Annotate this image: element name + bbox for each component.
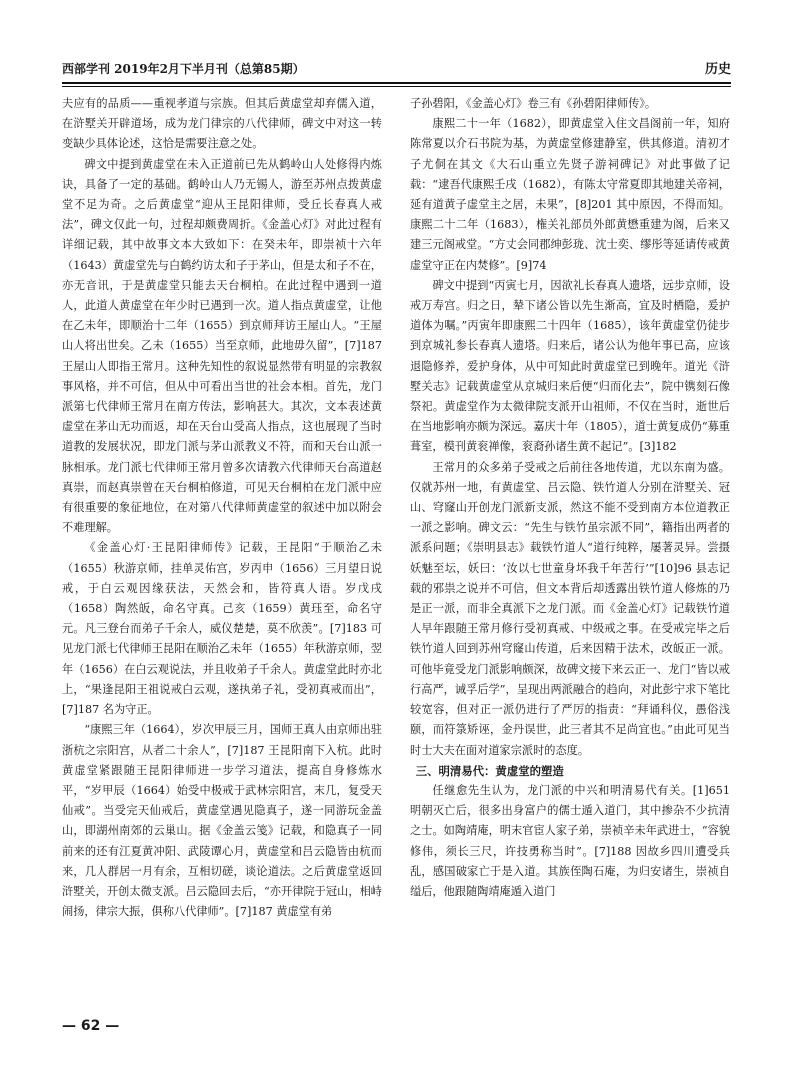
header-rule-thick <box>62 82 731 84</box>
paragraph: 王常月的众多弟子受戒之后前往各地传道，尤以东南为盛。仅就苏州一地，有黄虚堂、吕云隐、铁竹道人分别在浒墅关、冠山、穹窿山开创龙门派新支派，然这不能不受到南方本位道教正一派之影响。碑文云：“先生与铁竹虽宗派不同”，籍指出两者的派系问题；《崇明县志》载铁竹道人“道行纯粹，屡著灵异。尝摄妖魅至坛，妖曰：‘汝以七世童身坏我千年苦行’”[10]96 县志记载的邪祟之说并不可信，但文本背后却透露出铁竹道人修炼的乃是正一派，而非全真派下之龙门派。而《金盖心灯》记载铁竹道人早年跟随王常月修行受初真戒、中级戒之事。在受戒完毕之后铁竹道人回到苏州穹窿山传道，后来因精于法术，改皈正一派。可他毕竟受龙门派影响颇深，故碑文接下来云正一、龙门“皆以戒行高严，诫孚后学”，呈现出两派融合的趋向，对此彭宁求下笔比较宽容，但对正一派仍进行了严厉的指责：“拜诵科仪，愚俗浅颐，而符箓矫诬，金丹误世，此三者其不足尚宜也。”由此可见当时士大夫在面对道家宗派时的态度。 <box>410 460 730 757</box>
page-header <box>62 58 731 80</box>
right-column <box>410 94 730 902</box>
header-rule-thin <box>62 86 731 87</box>
paragraph: 任继愈先生认为，龙门派的中兴和明清易代有关。[1]651 明朝灭亡后，很多出身富户的儒士遁入道门，其中掺杂不少抗清之士。如陶靖庵，明末官宦人家子弟，崇祯辛未年武进士，“容貌修伟，须长三尺，许技勇称当时”。[7]188 因故乡四川遭受兵乱，感国破家亡于是入道。其族侄陶石庵，为归安诸生，崇祯自缢后，他跟随陶靖庵遁入道门 <box>410 783 730 898</box>
section-label: 历史 <box>704 62 731 77</box>
paragraph: 康熙二十一年（1682），即黄虚堂入住文昌阁前一年，知府陈常夏以介石书院为基，为黄虚堂修建静室，供其修道。清初才子尤侗在其文《大石山重立先贤子游祠碑记》对此事做了记载：“逮吾代康熙壬戌（1682），有陈太守常夏即其地建关帝祠，延有道黄子虚堂主之居，未果”，[8]201 其中原因，不得而知。康熙二十二年（1683），権关礼部员外郎黄懋重建为阁，后来又建三元阁戒堂。“方丈会同郡绅彭珑、沈士奕、缪彤等延请传戒黄虚堂守正在内焚修”。[9]74 <box>410 117 730 272</box>
left-column <box>62 94 382 922</box>
paragraph: 碑文中提到“丙寅七月，因欲礼长春真人遗塔，远步京师，设戒万寿宫。归之日，辇下诸公皆以先生渐高，宜及时栖隐，爰护道体为嘱。”丙寅年即康熙二十四年（1685），该年黄虚堂仍徒步到京城礼参长春真人遗塔。归来后，诸公认为他年事已高，应该退隐修养，爱护身体，从中可知此时黄虚堂已到晚年。道光《浒墅关志》记载黄虚堂从京城归来后便“归而化去”，院中镌刻石像祭祀。黄虚堂作为太微律院支派开山祖师，不仅在当时，逝世后在当地影响亦颇为深远。嘉庆十年（1805），道士黄复成仍“募重葺室，模刊黄衮禅像，衮裔孙诸生黄不起记”。[3]182 <box>410 278 730 454</box>
paragraph: “康熙三年（1664），岁次甲辰三月，国师王真人由京师出驻浙杭之宗阳宫，从者二十余人”，[7]187 王昆阳南下入杭。此时黄虚堂紧跟随王昆阳律师进一步学习道法，提高自身修炼水平，“岁甲辰（1664）始受中极戒于武林宗阳宫，末几，复受天仙戒”。当受完天仙戒后，黄虚堂遇见隐真子，遂一同游玩金盖山，即湖州南郊的云巢山。据《金盖云笺》记载，和隐真子一同前来的还有江夏黄冲阳、武陵谭心月，黄虚堂和吕云隐皆由杭而来，几人群居一月有余，互相切磋，谈论道法。之后黄虚堂返回浒墅关，开创太微支派。吕云隐回去后，“亦开律院于冠山，相峙闹扬，律宗大振，俱称八代律师”。[7]187 黄虚堂有弟 <box>62 723 382 919</box>
paragraph: 子孙碧阳，《金盖心灯》卷三有《孙碧阳律师传》。 <box>410 97 657 110</box>
page-number: — 62 — <box>62 1018 120 1034</box>
journal-title: 西部学刊 2019年2月下半月刊（总第85期） <box>62 62 305 76</box>
paragraph: 夫应有的品质——重视孝道与宗族。但其后黄虚堂却弃儒入道，在浒墅关开辟道场，成为龙门律宗的八代律师，碑文中对这一转变缺少具体论述，这恰是需要注意之处。 <box>62 97 382 151</box>
paragraph: 碑文中提到黄虚堂在未入正道前已先从鹤岭山人处修得内炼诀，具备了一定的基础。鹤岭山人乃无锡人，游至苏州点拨黄虚堂不足为奇。之后黄虚堂“迎从王昆阳律师，受丘长春真人戒法”，碑文仅此一句，过程却颇费周折。《金盖心灯》对此过程有详细记载，其中故事文本大致如下：在癸未年，即崇祯十六年（1643）黄虚堂先与白鹤约访太和子于茅山，但是太和子不在，亦无音讯，于是黄虚堂只能去天台桐柏。在此过程中遇到一道人，此道人黄虚堂在年少时已遇到一次。道人指点黄虚堂，让他在乙未年，即顺治十二年（1655）到京师拜访王屋山人。“王屋山人将出世矣。乙未（1655）当至京师，此地毋久留”，[7]187 王屋山人即指王常月。这种先知性的叙说显然带有明显的宗教叙事风格，并不可信，但从中可看出当世的社会本相。首先，龙门派第七代律师王常月在南方传法，影响甚大。其次，文本表述黄虚堂在茅山无功而返，却在天台山受高人指点，这也展现了当时道教的发展状况，即龙门派与茅山派教义不符，而和天台山派一脉相承。龙门派七代律师王常月曾多次请教六代律师天台高道赵真崇，而赵真崇曾在天台桐柏修道，可见天台桐柏在龙门派中应有很重要的象征地位，在对第八代律师黄虚堂的叙述中加以附会不难理解。 <box>62 157 382 535</box>
paragraph: 《金盖心灯·王昆阳律师传》记载，王昆阳“于顺治乙未（1655）秋游京师，挂单灵佑宫，岁丙申（1656）三月望日说戒，于白云观因缘获法，天然会和，皆符真人语。岁戊戌（1658）陶然皈，命名守真。己亥（1659）黄珏至，命名守元。凡三登台而弟子千余人，威仪楚楚，莫不欣羡”。[7]183 可见龙门派七代律师王昆阳在顺治乙未年（1655）年秋游京师，翌年（1656）在白云观说法，并且收弟子千余人。黄虚堂此时亦北上，“果逢昆阳王祖说戒白云观，遂执弟子礼，受初真戒而出”，[7]187 名为守正。 <box>62 541 382 717</box>
section-heading: 三、明清易代：黄虚堂的塑造 <box>415 763 564 778</box>
